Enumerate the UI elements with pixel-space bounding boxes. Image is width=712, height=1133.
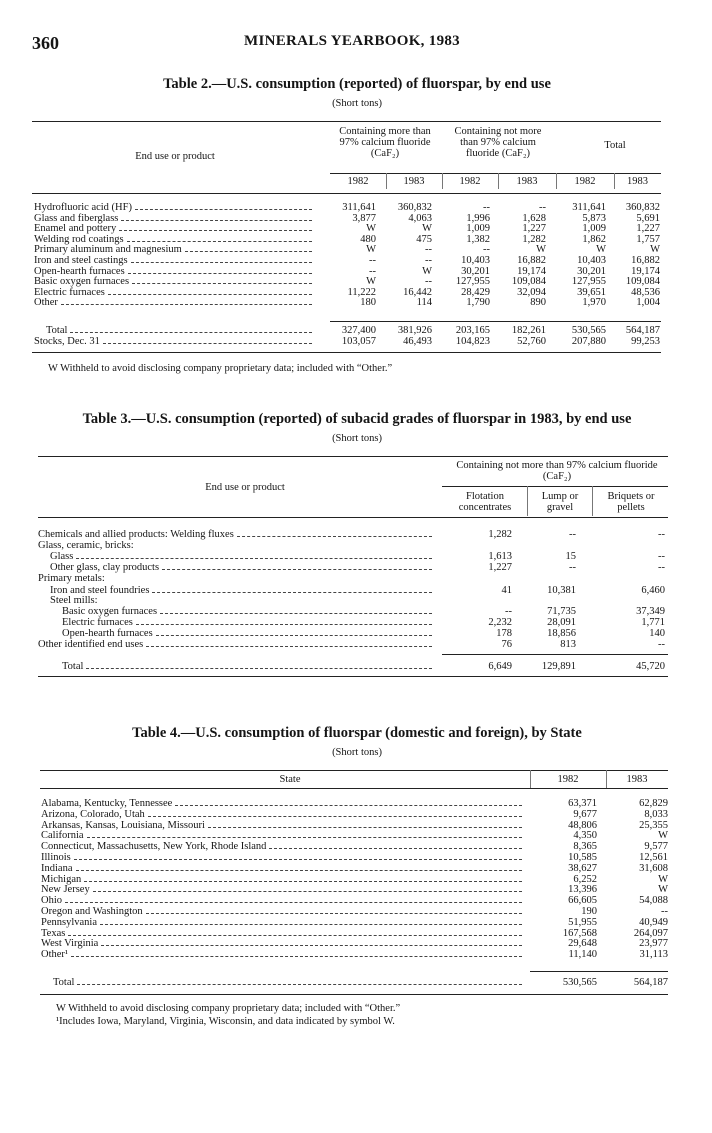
row-value: 327,400 bbox=[341, 325, 376, 336]
row-value: 66,605 bbox=[568, 895, 597, 907]
table3-col-divider bbox=[527, 486, 528, 516]
row-value: 5,873 bbox=[582, 212, 606, 224]
row-value: 52,760 bbox=[517, 336, 546, 347]
row-value: 10,403 bbox=[577, 255, 606, 266]
row-value: 1,613 bbox=[488, 551, 512, 563]
table4-footnote-2: ¹Includes Iowa, Maryland, Virginia, Wisconsin, and data indicated by symbol W. bbox=[56, 1016, 395, 1027]
leader-dots bbox=[86, 668, 432, 669]
row-label: Alabama, Kentucky, Tennessee bbox=[41, 798, 173, 809]
row-value: 76 bbox=[501, 638, 512, 650]
row-value: W bbox=[658, 830, 668, 842]
table-row bbox=[38, 574, 678, 585]
table2-top-rule bbox=[32, 121, 661, 122]
row-value: 1,862 bbox=[582, 233, 606, 245]
row-value: 62,829 bbox=[639, 798, 668, 809]
leader-dots bbox=[84, 881, 522, 882]
row-value: 71,735 bbox=[547, 606, 576, 618]
row-label: Pennsylvania bbox=[41, 916, 97, 928]
page-header bbox=[32, 33, 672, 55]
table-row bbox=[34, 203, 674, 214]
table2-subheader-rule bbox=[330, 173, 661, 174]
row-value: 6,252 bbox=[573, 873, 597, 885]
row-value: 1,227 bbox=[488, 562, 512, 574]
row-value: -- bbox=[658, 551, 665, 563]
row-value: 190 bbox=[581, 906, 597, 917]
row-value: -- bbox=[425, 255, 432, 266]
row-value: 25,355 bbox=[639, 819, 668, 831]
row-value: -- bbox=[569, 529, 576, 540]
table4-col-label: State bbox=[279, 774, 301, 785]
row-value: 10,381 bbox=[547, 584, 576, 596]
leader-dots bbox=[146, 913, 522, 914]
row-value: 8,365 bbox=[573, 841, 597, 853]
row-value: 51,955 bbox=[568, 916, 597, 928]
table-row bbox=[41, 853, 681, 864]
table-row bbox=[38, 618, 678, 629]
row-value: 54,088 bbox=[639, 895, 668, 907]
row-value: -- bbox=[505, 606, 512, 618]
row-value: 9,577 bbox=[644, 841, 668, 853]
leader-dots bbox=[237, 536, 432, 537]
row-label: Iron and steel foundries bbox=[50, 584, 150, 596]
row-label: Primary aluminum and magnesium bbox=[34, 244, 182, 256]
row-value: -- bbox=[483, 202, 490, 213]
row-label: Total bbox=[62, 661, 84, 672]
row-label: Glass and fiberglass bbox=[34, 212, 119, 224]
leader-dots bbox=[71, 956, 522, 957]
row-value: 264,097 bbox=[633, 927, 668, 939]
leader-dots bbox=[127, 241, 312, 242]
leader-dots bbox=[70, 332, 312, 333]
row-value: 6,649 bbox=[488, 661, 512, 672]
row-value: -- bbox=[425, 276, 432, 288]
row-value: 4,063 bbox=[408, 212, 432, 224]
leader-dots bbox=[132, 283, 312, 284]
row-value: -- bbox=[369, 265, 376, 277]
row-label: Glass bbox=[50, 551, 74, 563]
table-row bbox=[38, 662, 678, 673]
row-label: Connecticut, Massachusetts, New York, Rhode Island bbox=[41, 841, 267, 853]
row-value: 29,648 bbox=[568, 938, 597, 950]
row-value: 28,429 bbox=[461, 286, 490, 298]
row-value: 8,033 bbox=[644, 808, 668, 820]
row-value: W bbox=[658, 873, 668, 885]
table2-footnote: W Withheld to avoid disclosing company proprietary data; included with “Other.” bbox=[48, 363, 393, 374]
table2-group2-header: Containing not more than 97% calcium fluoride (CaF₂) bbox=[454, 126, 542, 159]
table2-group1-header: Containing more than 97% calcium fluoride (CaF₂) bbox=[339, 126, 431, 159]
row-label: Electric furnaces bbox=[62, 617, 133, 628]
table3-title: Table 3.—U.S. consumption (reported) of subacid grades of fluorspar in 1983, by end use bbox=[82, 411, 632, 427]
row-label: Other bbox=[34, 297, 58, 309]
row-value: 13,396 bbox=[568, 884, 597, 896]
table4-total-rule bbox=[530, 971, 668, 972]
row-value: 40,949 bbox=[639, 916, 668, 928]
table-row bbox=[34, 256, 674, 267]
row-value: 530,565 bbox=[562, 977, 597, 988]
row-label: Other glass, clay products bbox=[50, 562, 160, 574]
row-value: 32,094 bbox=[517, 286, 546, 298]
page-number: 360 bbox=[32, 33, 59, 53]
row-value: 360,832 bbox=[397, 202, 432, 213]
row-value: 3,877 bbox=[352, 212, 376, 224]
leader-dots bbox=[152, 592, 432, 593]
row-value: 103,057 bbox=[341, 336, 376, 347]
row-value: 15 bbox=[565, 551, 576, 563]
row-value: 41 bbox=[501, 584, 512, 596]
table-row bbox=[41, 950, 681, 961]
row-value: 1,227 bbox=[636, 223, 660, 235]
row-label: Hydrofluoric acid (HF) bbox=[34, 202, 132, 213]
row-value: 1,996 bbox=[466, 212, 490, 224]
leader-dots bbox=[136, 624, 432, 625]
table3-col-flotation: Flotation concentrates bbox=[458, 491, 512, 513]
leader-dots bbox=[100, 924, 522, 925]
row-value: 12,561 bbox=[639, 852, 668, 863]
table-row bbox=[41, 907, 681, 918]
table3-top-rule bbox=[38, 456, 668, 457]
leader-dots bbox=[128, 273, 312, 274]
row-value: 48,536 bbox=[631, 286, 660, 298]
row-label: Total bbox=[46, 325, 68, 336]
table4-footnote-1: W Withheld to avoid disclosing company proprietary data; included with “Other.” bbox=[56, 1003, 401, 1014]
row-value: 19,174 bbox=[517, 265, 546, 277]
row-value: 890 bbox=[530, 297, 546, 309]
leader-dots bbox=[160, 613, 432, 614]
table-row bbox=[34, 298, 674, 309]
leader-dots bbox=[61, 304, 312, 305]
table3-subtitle: (Short tons) bbox=[332, 433, 382, 444]
row-label: Electric furnaces bbox=[34, 286, 105, 298]
table-row bbox=[38, 541, 678, 552]
leader-dots bbox=[175, 805, 522, 806]
table-row bbox=[41, 978, 681, 989]
leader-dots bbox=[87, 837, 522, 838]
row-value: 109,084 bbox=[511, 276, 546, 288]
row-value: W bbox=[650, 244, 660, 256]
row-value: -- bbox=[658, 638, 665, 650]
table3-col-label: End use or product bbox=[205, 482, 285, 493]
leader-dots bbox=[68, 935, 522, 936]
table4-year-1: 1982 bbox=[557, 774, 579, 785]
row-value: 1,970 bbox=[582, 297, 606, 309]
row-label: Total bbox=[53, 977, 75, 988]
row-value: 1,282 bbox=[488, 529, 512, 540]
leader-dots bbox=[101, 945, 522, 946]
row-label: California bbox=[41, 830, 84, 842]
table2-year-5: 1982 bbox=[574, 176, 596, 187]
row-value: 360,832 bbox=[625, 202, 660, 213]
table-row bbox=[34, 337, 674, 348]
row-value: -- bbox=[369, 255, 376, 266]
row-value: 18,856 bbox=[547, 627, 576, 639]
leader-dots bbox=[93, 891, 522, 892]
row-value: -- bbox=[658, 529, 665, 540]
row-value: 311,641 bbox=[342, 202, 376, 213]
row-value: 30,201 bbox=[577, 265, 606, 277]
row-value: 182,261 bbox=[511, 325, 546, 336]
table2-year-1: 1982 bbox=[347, 176, 369, 187]
table4-bottom-rule bbox=[40, 994, 668, 995]
row-value: W bbox=[658, 884, 668, 896]
row-value: 4,350 bbox=[573, 830, 597, 842]
row-value: 16,882 bbox=[631, 255, 660, 266]
row-value: 203,165 bbox=[455, 325, 490, 336]
row-label: Iron and steel castings bbox=[34, 255, 128, 266]
row-label: Arizona, Colorado, Utah bbox=[41, 808, 145, 820]
table3-bottom-rule bbox=[38, 676, 668, 677]
table3-total-rule bbox=[442, 654, 668, 655]
leader-dots bbox=[76, 558, 432, 559]
row-value: 480 bbox=[360, 233, 376, 245]
table2-group3-header: Total bbox=[604, 140, 626, 151]
leader-dots bbox=[103, 343, 312, 344]
row-value: 564,187 bbox=[633, 977, 668, 988]
row-label: Enamel and pottery bbox=[34, 223, 117, 235]
row-value: 28,091 bbox=[547, 617, 576, 628]
leader-dots bbox=[108, 294, 312, 295]
table4-subtitle: (Short tons) bbox=[332, 747, 382, 758]
leader-dots bbox=[121, 220, 312, 221]
row-value: 104,823 bbox=[455, 336, 490, 347]
table4-header-rule bbox=[40, 788, 668, 789]
row-label: Arkansas, Kansas, Louisiana, Missouri bbox=[41, 819, 205, 831]
row-label: Indiana bbox=[41, 862, 73, 874]
table-row bbox=[38, 530, 678, 541]
row-value: 19,174 bbox=[631, 265, 660, 277]
table-row bbox=[38, 640, 678, 651]
row-label: Michigan bbox=[41, 873, 82, 885]
row-value: 6,460 bbox=[641, 584, 665, 596]
row-value: 39,651 bbox=[577, 286, 606, 298]
table-row bbox=[41, 864, 681, 875]
row-value: 140 bbox=[649, 627, 665, 639]
row-value: W bbox=[366, 244, 376, 256]
row-value: 2,232 bbox=[488, 617, 512, 628]
leader-dots bbox=[162, 569, 432, 570]
leader-dots bbox=[185, 251, 312, 252]
row-label: Glass, ceramic, bricks: bbox=[38, 539, 134, 551]
row-value: W bbox=[422, 265, 432, 277]
table3-col-briquets: Briquets or pellets bbox=[607, 491, 655, 513]
table4-year-2: 1983 bbox=[626, 774, 648, 785]
row-label: Steel mills: bbox=[50, 595, 98, 607]
row-value: 10,403 bbox=[461, 255, 490, 266]
row-label: Open-hearth furnaces bbox=[34, 265, 125, 277]
row-value: W bbox=[536, 244, 546, 256]
leader-dots bbox=[146, 646, 432, 647]
row-value: 475 bbox=[416, 233, 432, 245]
row-value: -- bbox=[539, 202, 546, 213]
row-value: -- bbox=[425, 244, 432, 256]
row-value: 31,608 bbox=[639, 862, 668, 874]
leader-dots bbox=[74, 859, 522, 860]
row-value: 127,955 bbox=[571, 276, 606, 288]
row-value: 16,442 bbox=[403, 286, 432, 298]
row-value: 1,757 bbox=[636, 233, 660, 245]
row-label: Texas bbox=[41, 927, 66, 939]
row-value: W bbox=[366, 276, 376, 288]
table-row bbox=[34, 326, 674, 337]
table2-header-rule bbox=[32, 193, 661, 194]
table2-year-3: 1982 bbox=[459, 176, 481, 187]
row-value: 178 bbox=[496, 627, 512, 639]
running-title: MINERALS YEARBOOK, 1983 bbox=[244, 33, 460, 49]
table-row bbox=[41, 918, 681, 929]
table3-group-header: Containing not more than 97% calcium fluoride (CaF₂) bbox=[456, 460, 658, 482]
leader-dots bbox=[208, 827, 522, 828]
table-row bbox=[41, 810, 681, 821]
row-value: 23,977 bbox=[639, 938, 668, 950]
row-label: Other identified end uses bbox=[38, 638, 144, 650]
row-value: 45,720 bbox=[636, 661, 665, 672]
row-value: 16,882 bbox=[517, 255, 546, 266]
row-value: 31,113 bbox=[639, 949, 668, 961]
row-value: 530,565 bbox=[571, 325, 606, 336]
row-value: 180 bbox=[360, 297, 376, 309]
leader-dots bbox=[135, 209, 312, 210]
row-value: -- bbox=[483, 244, 490, 256]
row-value: W bbox=[422, 223, 432, 235]
row-value: 9,677 bbox=[573, 808, 597, 820]
row-value: 37,349 bbox=[636, 606, 665, 618]
row-value: 1,282 bbox=[522, 233, 546, 245]
row-value: 207,880 bbox=[571, 336, 606, 347]
row-value: 1,382 bbox=[466, 233, 490, 245]
row-value: 129,891 bbox=[541, 661, 576, 672]
row-value: 48,806 bbox=[568, 819, 597, 831]
row-value: -- bbox=[661, 906, 668, 917]
table2-title: Table 2.—U.S. consumption (reported) of fluorspar, by end use bbox=[163, 76, 551, 92]
table2-total-rule bbox=[330, 321, 661, 322]
row-value: 1,628 bbox=[522, 212, 546, 224]
row-value: 167,568 bbox=[562, 927, 597, 939]
table2-subtitle: (Short tons) bbox=[332, 98, 382, 109]
row-value: 381,926 bbox=[397, 325, 432, 336]
row-value: 1,009 bbox=[466, 223, 490, 235]
table4-top-rule bbox=[40, 770, 668, 771]
row-value: 10,585 bbox=[568, 852, 597, 863]
leader-dots bbox=[131, 262, 312, 263]
row-value: 11,222 bbox=[347, 286, 376, 298]
row-value: -- bbox=[569, 562, 576, 574]
row-value: 114 bbox=[416, 297, 432, 309]
table3-col-lump: Lump or gravel bbox=[541, 491, 579, 513]
table-row bbox=[38, 629, 678, 640]
row-label: Chemicals and allied products: Welding fluxes bbox=[38, 529, 234, 540]
table-row bbox=[38, 607, 678, 618]
row-value: 1,227 bbox=[522, 223, 546, 235]
table-row bbox=[34, 288, 674, 299]
leader-dots bbox=[269, 848, 522, 849]
row-label: Stocks, Dec. 31 bbox=[34, 336, 100, 347]
row-value: 813 bbox=[560, 638, 576, 650]
table-row bbox=[34, 224, 674, 235]
row-label: Basic oxygen furnaces bbox=[62, 606, 158, 618]
row-value: 5,691 bbox=[636, 212, 660, 224]
row-value: 11,140 bbox=[568, 949, 597, 961]
table-row bbox=[38, 586, 678, 597]
row-value: W bbox=[366, 223, 376, 235]
row-label: New Jersey bbox=[41, 884, 90, 896]
leader-dots bbox=[148, 816, 522, 817]
row-value: 63,371 bbox=[568, 798, 597, 809]
table2-year-4: 1983 bbox=[516, 176, 538, 187]
row-value: 127,955 bbox=[455, 276, 490, 288]
leader-dots bbox=[119, 230, 312, 231]
row-label: West Virginia bbox=[41, 938, 99, 950]
table2-year-6: 1983 bbox=[627, 176, 648, 187]
row-value: 30,201 bbox=[461, 265, 490, 277]
table-row bbox=[41, 799, 681, 810]
row-value: 1,771 bbox=[641, 617, 665, 628]
table3-subheader-rule bbox=[442, 486, 668, 487]
row-label: Basic oxygen furnaces bbox=[34, 276, 130, 288]
row-value: 311,641 bbox=[572, 202, 606, 213]
row-value: 1,004 bbox=[636, 297, 660, 309]
leader-dots bbox=[65, 902, 522, 903]
row-value: 46,493 bbox=[403, 336, 432, 347]
row-label: Illinois bbox=[41, 852, 71, 863]
row-value: 99,253 bbox=[631, 336, 660, 347]
leader-dots bbox=[76, 870, 522, 871]
row-label: Welding rod coatings bbox=[34, 233, 124, 245]
leader-dots bbox=[77, 984, 522, 985]
table3-header-rule bbox=[38, 517, 668, 518]
table2-year-2: 1983 bbox=[403, 176, 425, 187]
table-row bbox=[38, 563, 678, 574]
table2-bottom-rule bbox=[32, 352, 661, 353]
row-value: 38,627 bbox=[568, 862, 597, 874]
row-label: Open-hearth furnaces bbox=[62, 627, 153, 639]
table4-title: Table 4.—U.S. consumption of fluorspar (domestic and foreign), by State bbox=[132, 725, 582, 741]
table3-col-divider bbox=[592, 486, 593, 516]
row-value: -- bbox=[658, 562, 665, 574]
row-value: W bbox=[596, 244, 606, 256]
row-label: Oregon and Washington bbox=[41, 906, 143, 917]
row-value: 109,084 bbox=[625, 276, 660, 288]
row-value: 1,790 bbox=[466, 297, 490, 309]
leader-dots bbox=[156, 635, 432, 636]
row-label: Other¹ bbox=[41, 949, 69, 961]
row-value: 564,187 bbox=[625, 325, 660, 336]
table-row bbox=[34, 214, 674, 225]
row-label: Ohio bbox=[41, 895, 62, 907]
row-label: Primary metals: bbox=[38, 573, 105, 584]
table2-col-label: End use or product bbox=[135, 151, 215, 162]
row-value: 1,009 bbox=[582, 223, 606, 235]
